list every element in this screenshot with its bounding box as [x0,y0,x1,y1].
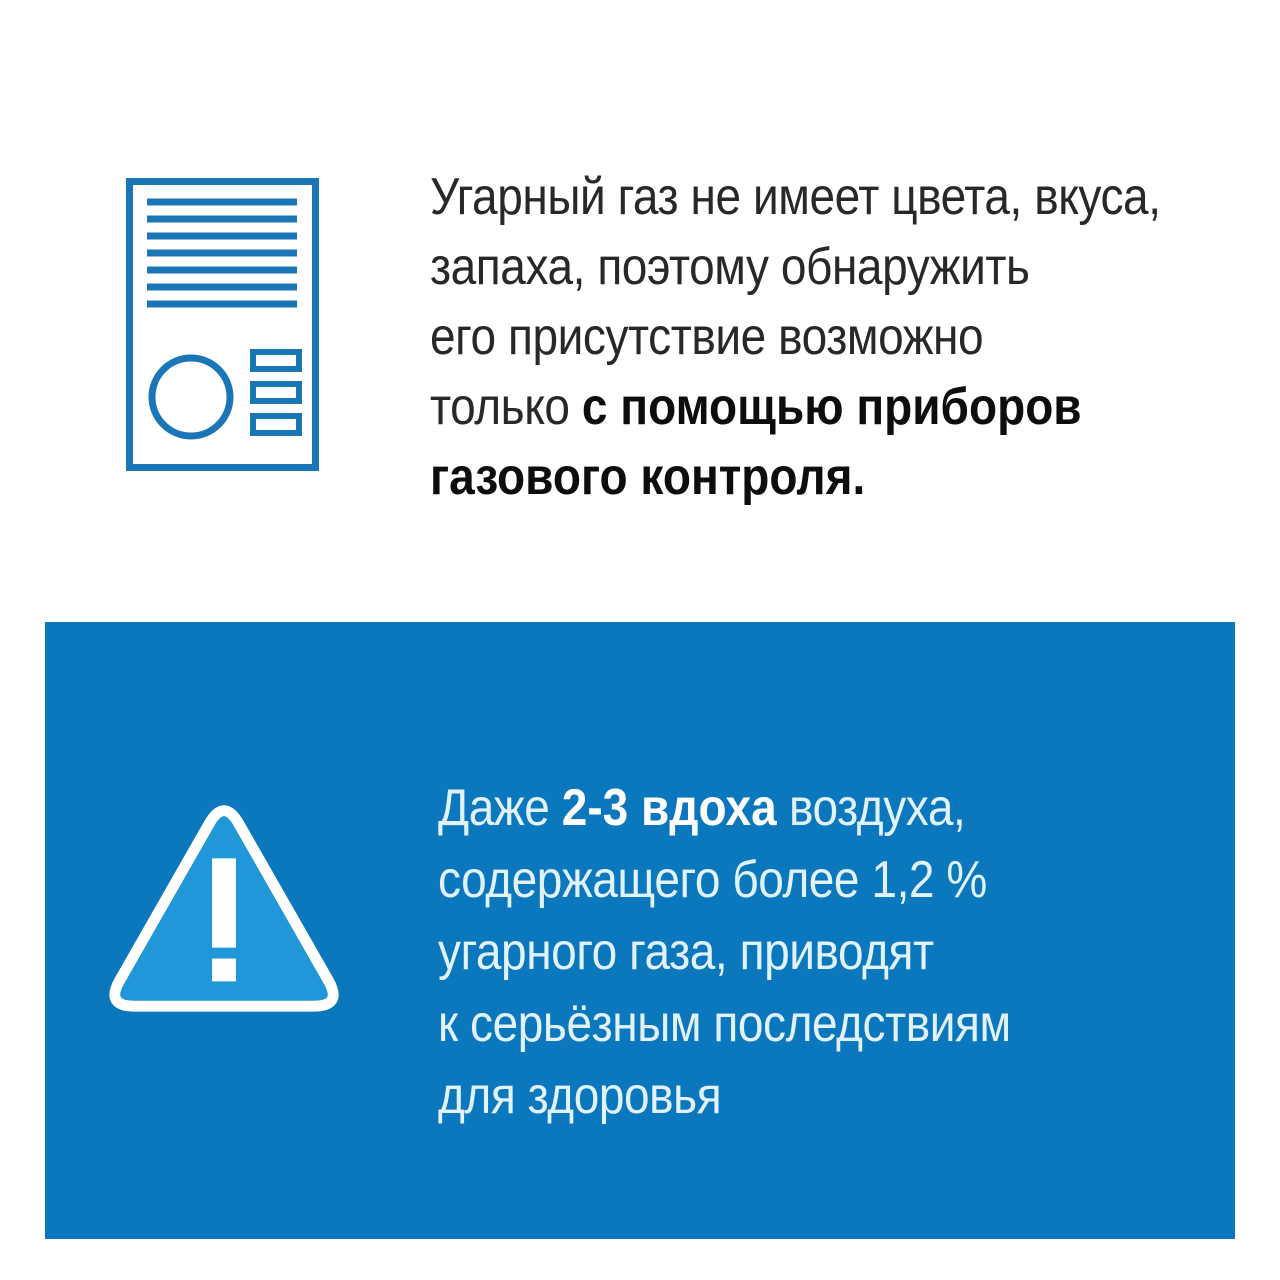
text-line: Угарный газ не имеет цвета, вкуса, [430,168,1161,226]
warning-triangle-icon [95,786,353,1018]
exclamation-dot [212,959,236,982]
warning-paragraph [438,772,1011,1132]
text-line: угарного газа, приводят [438,923,934,981]
text-line: Даже 2-3 вдоха воздуха, [438,779,966,837]
text-line: содержащего более 1,2 % [438,851,987,909]
text-line: его присутствие возможно [430,308,984,366]
text-line: газового контроля. [430,448,866,506]
text-line: к серьёзным последствиям [438,995,1011,1053]
exclamation-bar [212,858,236,947]
text-line: только с помощью приборов [430,378,1082,436]
text-line: запаха, поэтому обнаружить [430,238,1030,296]
text-line: для здоровья [438,1067,722,1125]
top-paragraph [430,162,1161,512]
warning-panel [45,622,1235,1239]
document-icon [126,178,319,471]
